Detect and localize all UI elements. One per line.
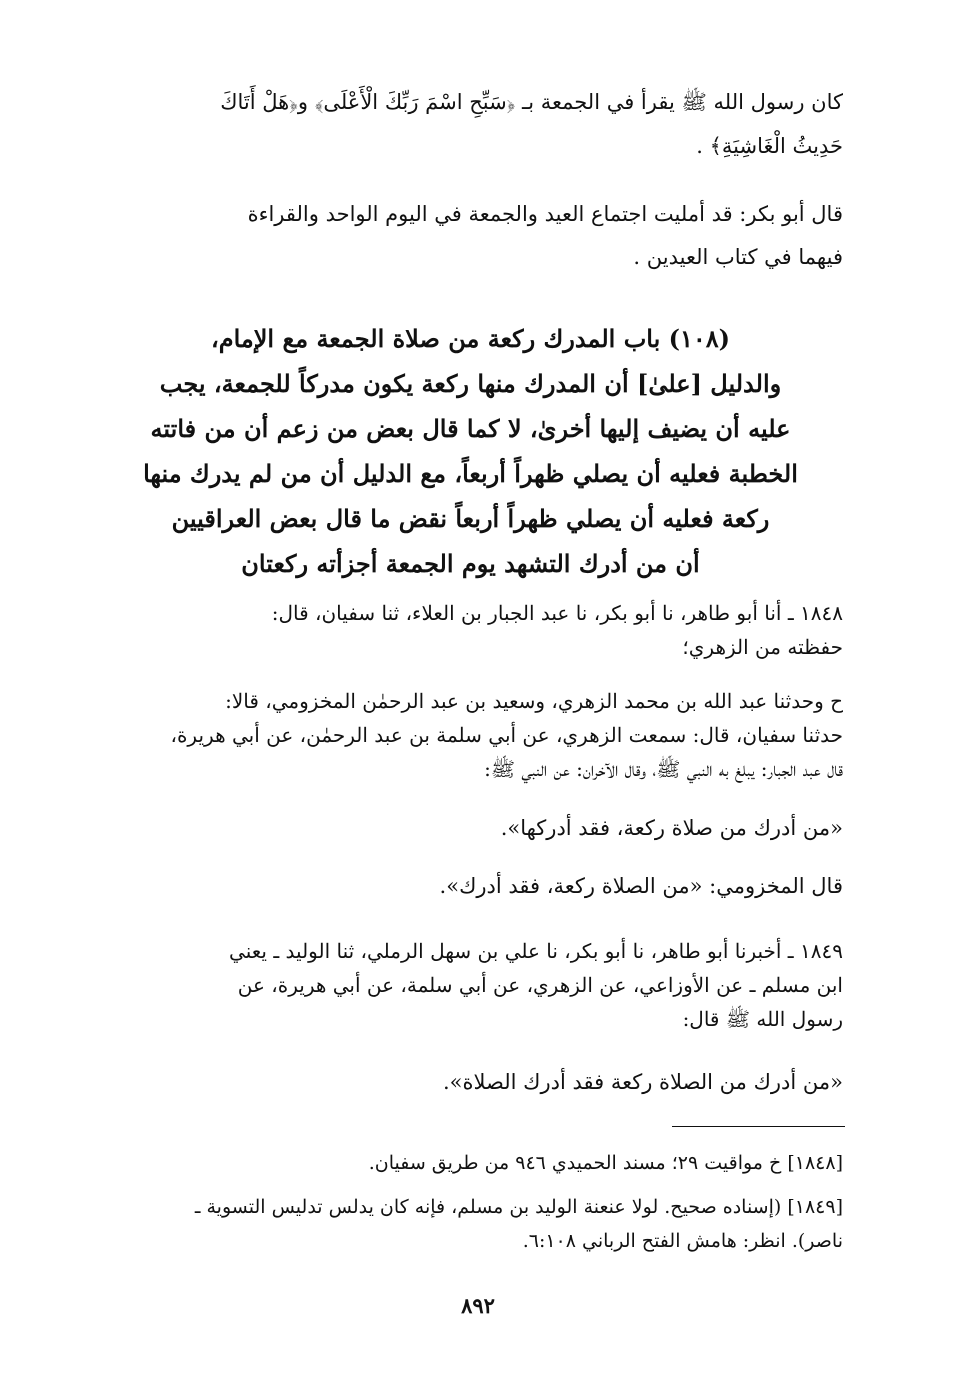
heading-line: والدليل [علىٰ] أن المدرك منها ركعة يكون مدركاً للجمعة، يجب (159, 369, 782, 398)
text-line: فيهما في كتاب العيدين . (633, 245, 843, 269)
chapter-heading (98, 316, 843, 586)
text-line: ١٨٤٩ ـ أخبرنا أبو طاهر، نا أبو بكر، نا علي بن سهل الرملي، ثنا الوليد ـ يعني (229, 939, 843, 963)
hadith-1848-isnad (98, 596, 843, 664)
paragraph-abu-bakr-note (98, 193, 843, 279)
footnote-1848 (98, 1146, 843, 1180)
makhzumi-variant-quote (98, 866, 843, 906)
text-line: ١٨٤٨ ـ أنا أبو طاهر، نا أبو بكر، نا عبد الجبار بن العلاء، ثنا سفيان، قال: (271, 601, 843, 625)
text-line: قال المخزومي: «من الصلاة ركعة، فقد أدرك». (439, 874, 843, 898)
footnote-line: [١٨٤٨] خ مواقيت ٢٩؛ مسند الحميدي ٩٤٦ من طريق سفيان. (368, 1152, 843, 1174)
hadith-matn-quote (98, 808, 843, 848)
footnote-line: [١٨٤٩] (إسناده صحيح. لولا عنعنة الوليد بن مسلم، فإنه كان يدلس تدليس التسوية ـ (194, 1196, 843, 1218)
heading-line: الخطبة فعليه أن يصلي ظهراً أربعاً، مع الدليل أن من لم يدرك منها (143, 459, 798, 488)
text-line: «من أدرك من الصلاة ركعة فقد أدرك الصلاة». (442, 1070, 843, 1094)
text-line: قال أبو بكر: قد أمليت اجتماع العيد والجمعة في اليوم الواحد والقراءة (247, 202, 843, 226)
text-line: حفظته من الزهري؛ (682, 635, 843, 659)
paragraph-quran-reading (98, 80, 843, 168)
heading-line: أن من أدرك التشهد يوم الجمعة أجزأته ركعتان (241, 549, 700, 578)
text-line: كان رسول الله ﷺ يقرأ في الجمعة بـ ﴿سَبِّحِ اسْمَ رَبِّكَ الْأَعْلَى﴾ و﴿هَلْ أَتَاكَ (220, 90, 843, 114)
footnote-separator (672, 1126, 845, 1127)
text-line: قال عبد الجبار: يبلغ به النبي ﷺ، وقال الآخران: عن النبي ﷺ: (484, 757, 843, 781)
page-number: ٨٩٢ (461, 1293, 495, 1318)
heading-line: عليه أن يضيف إليها أخرىٰ، لا كما قال بعض من زعم أن من فاتته (150, 414, 791, 443)
hadith-1848-second-isnad (98, 684, 843, 786)
hadith-1849-matn-quote (98, 1062, 843, 1102)
footnote-1849 (98, 1190, 843, 1258)
heading-line: (١٠٨) باب المدرك ركعة من صلاة الجمعة مع الإمام، (210, 324, 731, 353)
text-line: «من أدرك من صلاة ركعة، فقد أدركها». (500, 816, 843, 840)
text-line: حدثنا سفيان، قال: سمعت الزهري، عن أبي سلمة بن عبد الرحمٰن، عن أبي هريرة، (170, 723, 843, 747)
text-line: حَدِيثُ الْغَاشِيَةِ﴾ . (696, 134, 843, 158)
heading-line: ركعة فعليه أن يصلي ظهراً أربعاً نقض ما قال بعض العراقيين (171, 504, 770, 533)
hadith-1849-isnad (98, 934, 843, 1036)
text-line: ح وحدثنا عبد الله بن محمد الزهري، وسعيد بن عبد الرحمٰن المخزومي، قالا: (225, 689, 843, 713)
footnote-line: ناصر). انظر: هامش الفتح الرباني ٦:١٠٨. (522, 1230, 843, 1252)
text-line: رسول الله ﷺ قال: (682, 1007, 843, 1031)
text-line: ابن مسلم ـ عن الأوزاعي، عن الزهري، عن أبي سلمة، عن أبي هريرة، عن (237, 973, 843, 997)
